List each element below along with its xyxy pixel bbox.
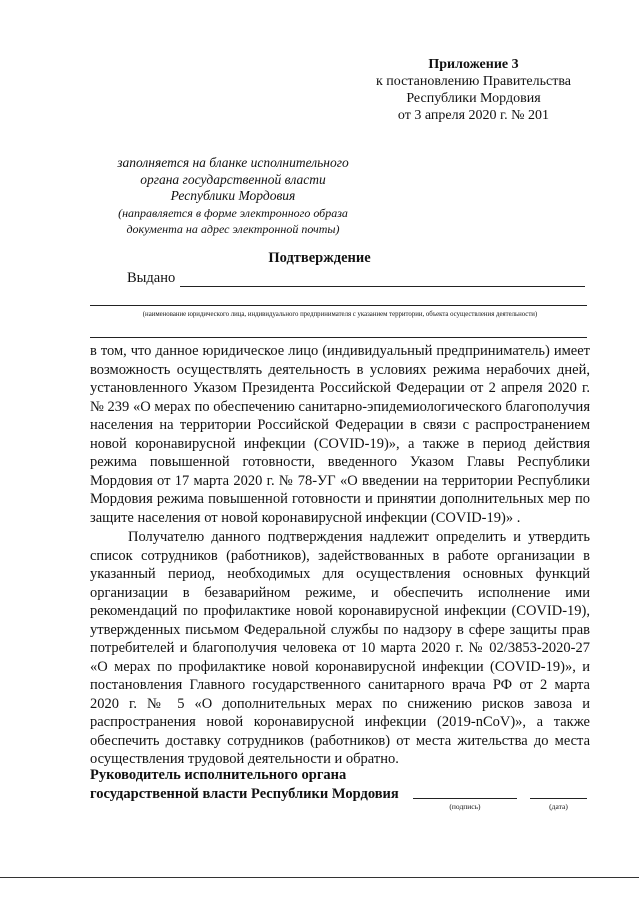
paragraph-2: Получателю данного подтверждения надлежит определить и утвердить список сотрудников (работников), задействованных в работе организации в указанный период, необходимых для осуществления основных функций организации в безаварийном режиме, и обеспечить исполнение ими рекомендаций по профилактике новой коронавирусной инфекции (COVID-19), утвержденных письмом Федеральной службы по надзору в сфере защиты прав потребителей и благополучия человека от 10 марта 2020 г. № 02/3853-2020-27 «О мерах по профилактике новой коронавирусной инфекции (COVID-19)», и постановления Главного государственного санитарного врача РФ от 2 марта 2020 г. № 5 «О дополнительных мерах по снижению рисков завоза и распространения новой коронавирусной инфекции (2019-nCoV)», а также обеспечить доставку сотрудников (работников) от места жительства до места осуществления трудовой деятельности и обратно.	[90, 529, 590, 767]
page-bottom-rule	[0, 877, 639, 878]
note-line-1: заполняется на бланке исполнительного	[117, 155, 349, 170]
annex-block	[376, 56, 571, 124]
note-line-2: органа государственной власти	[140, 171, 326, 187]
annex-title: Приложение 3	[428, 57, 519, 72]
note-line-4: (направляется в форме электронного образа	[118, 205, 348, 220]
issued-label: Выдано	[127, 270, 176, 286]
annex-line-1: к постановлению Правительства	[375, 74, 571, 89]
issued-to-line	[180, 286, 585, 287]
signatory-line-1: Руководитель исполнительного органа	[90, 767, 347, 783]
signatory-line-2: государственной власти Республики Мордовия	[90, 786, 399, 802]
annex-line-2: Республики Мордовия	[406, 91, 541, 106]
signatory-block	[90, 766, 399, 804]
date-line	[530, 798, 587, 799]
note-line-3: Республики Мордовия	[170, 188, 296, 203]
date-caption: (дата)	[549, 802, 568, 811]
paragraph-1: в том, что данное юридическое лицо (индивидуальный предприниматель) имеет возможность осуществлять деятельность в условиях режима нерабочих дней, установленного Указом Президента Российской Федерации от 2 апреля 2020 г. № 239 «О мерах по обеспечению санитарно-эпидемиологического благополучия населения на территории Российской Федерации в связи с распространением новой коронавирусной инфекции (COVID-19)», а также в период действия режима повышенной готовности, введенного Указом Главы Республики Мордовия от 17 марта 2020 г. № 78-УГ «О введении на территории Республики Мордовия режима повышенной готовности и принятии дополнительных мер по защите населения от новой коронавирусной инфекции (COVID-19)» .	[90, 343, 590, 526]
document-body	[90, 342, 590, 769]
signature-caption: (подпись)	[449, 802, 481, 811]
document-heading: Подтверждение	[268, 250, 371, 266]
note-line-5: документа на адрес электронной почты)	[126, 222, 340, 236]
issued-to-line-3	[90, 337, 587, 338]
issued-to-caption: (наименование юридического лица, индивидуального предпринимателя с указанием территории, объекта осуществления деятельности)	[142, 311, 538, 318]
signature-line	[413, 798, 517, 799]
issued-to-line-2	[90, 305, 587, 306]
annex-line-3: от 3 апреля 2020 г. № 201	[397, 108, 550, 123]
blank-note	[88, 155, 378, 238]
